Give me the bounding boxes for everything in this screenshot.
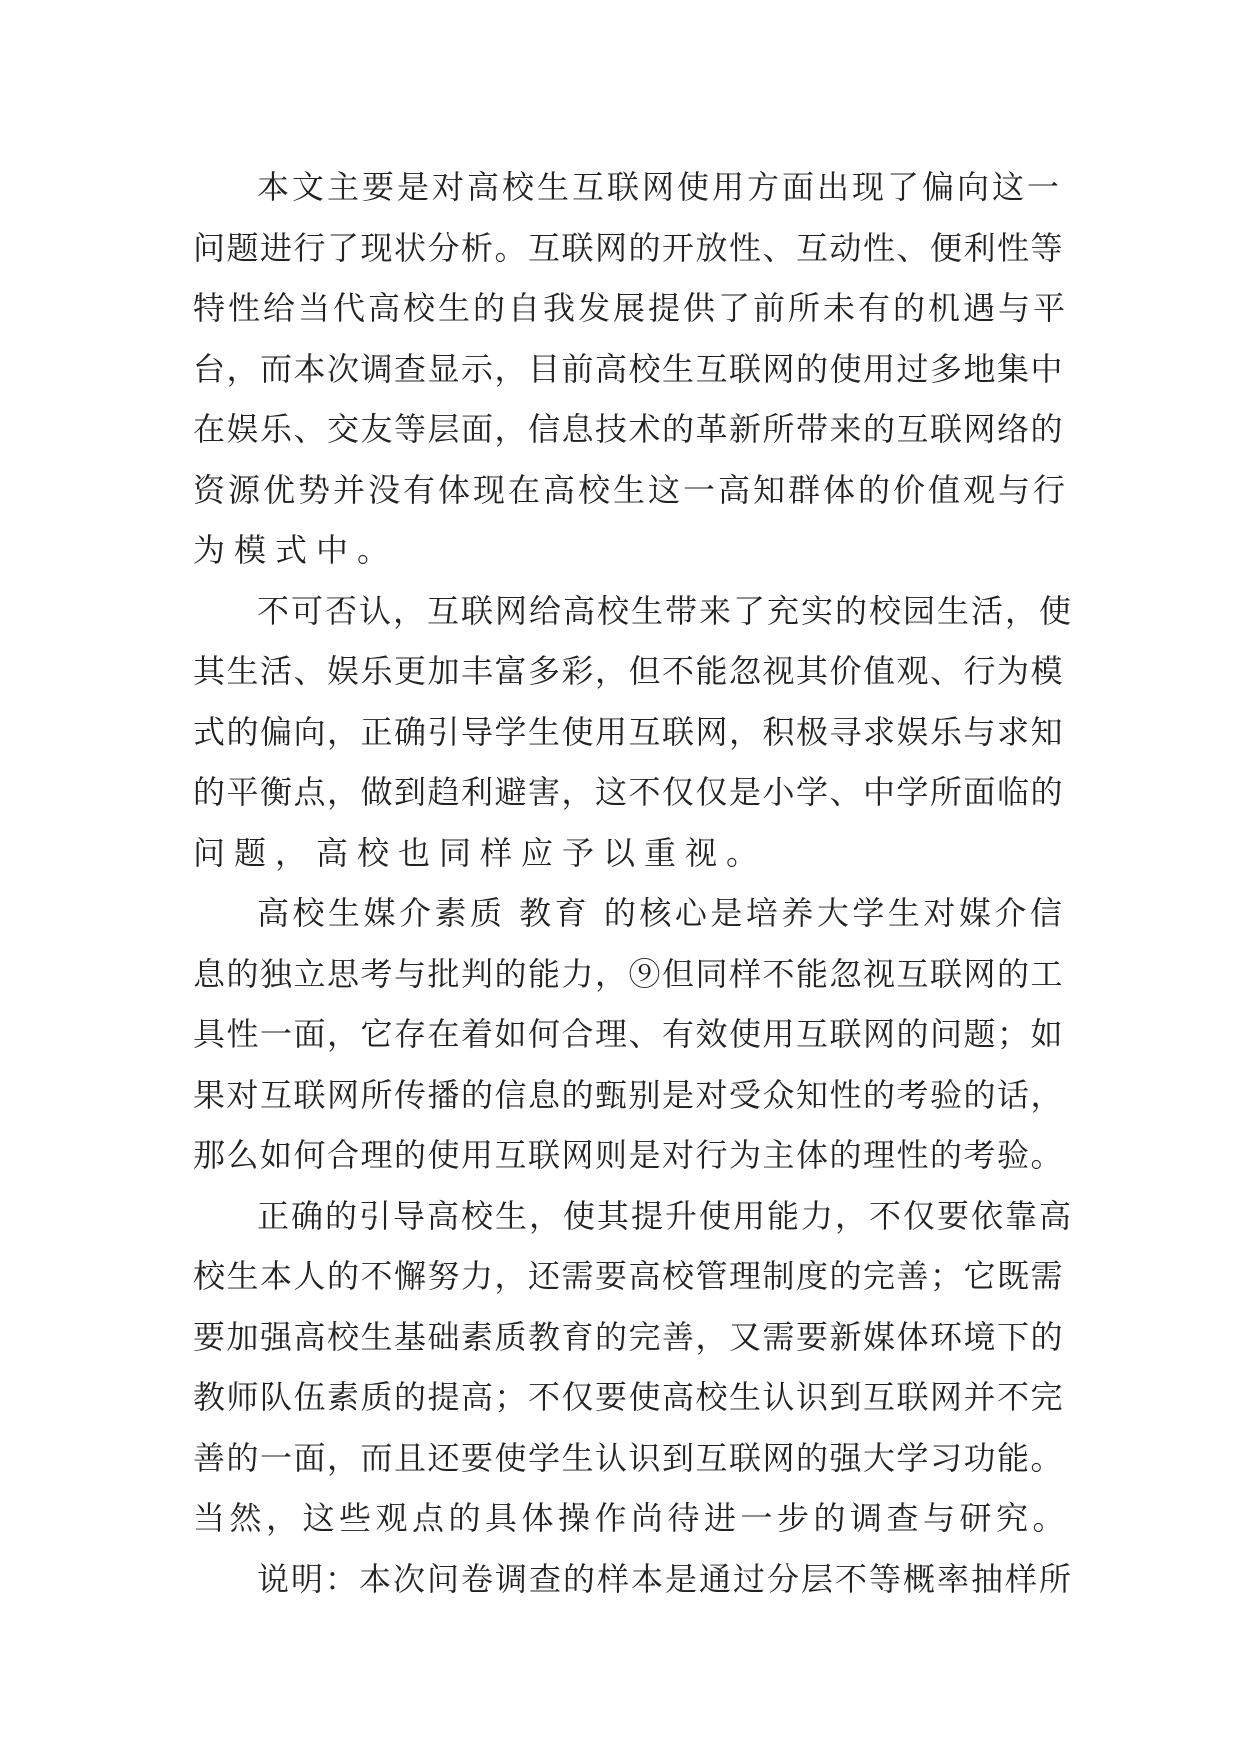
document-body	[193, 157, 1073, 1609]
text-line: 的平衡点，做到趋利避害，这不仅仅是小学、中学所面临的	[193, 773, 1065, 811]
text-line: 教师队伍素质的提高；不仅要使高校生认识到互联网并不完	[193, 1378, 1065, 1416]
text-line: 不可否认，互联网给高校生带来了充实的校园生活，使	[257, 591, 1074, 630]
text-line: 说明：本次问卷调查的样本是通过分层不等概率抽样所	[257, 1559, 1074, 1598]
text-line: 息的独立思考与批判的能力，⑨但同样不能忽视互联网的工	[193, 954, 1065, 993]
text-line: 在娱乐、交友等层面，信息技术的革新所带来的互联网络的	[193, 410, 1065, 448]
text-line: 校生本人的不懈努力，还需要高校管理制度的完善；它既需	[193, 1257, 1065, 1295]
text-line: 善的一面，而且还要使学生认识到互联网的强大学习功能。	[193, 1438, 1065, 1477]
text-line: 台，而本次调查显示，目前高校生互联网的使用过多地集中	[193, 349, 1065, 388]
text-line: 那么如何合理的使用互联网则是对行为主体的理性的考验。	[193, 1136, 1065, 1174]
text-line: 要加强高校生基础素质教育的完善，又需要新媒体环境下的	[193, 1317, 1065, 1356]
text-line: 问题，高校也同样应予以重视。	[193, 833, 768, 872]
text-line: 当然，这些观点的具体操作尚待进一步的调查与研究。	[193, 1499, 1070, 1537]
text-line: 具性一面，它存在着如何合理、有效使用互联网的问题；如	[193, 1015, 1065, 1053]
text-line: 果对互联网所传播的信息的甄别是对受众知性的考验的话，	[193, 1075, 1065, 1114]
text-line: 正确的引导高校生，使其提升使用能力，不仅要依靠高	[257, 1196, 1074, 1235]
text-line: 资源优势并没有体现在高校生这一高知群体的价值观与行	[193, 470, 1069, 509]
text-line: 特性给当代高校生的自我发展提供了前所未有的机遇与平	[193, 289, 1069, 327]
text-line: 本文主要是对高校生互联网使用方面出现了偏向这一	[257, 168, 1063, 206]
text-line: 式的偏向，正确引导学生使用互联网，积极寻求娱乐与求知	[193, 712, 1065, 751]
text-line: 问题进行了现状分析。互联网的开放性、互动性、便利性等	[193, 228, 1065, 267]
text-line: 高校生媒介素质 教育 的核心是培养大学生对媒介信	[257, 894, 1066, 932]
text-line: 其生活、娱乐更加丰富多彩，但不能忽视其价值观、行为模	[193, 652, 1065, 690]
text-line: 为模式中。	[193, 531, 399, 569]
